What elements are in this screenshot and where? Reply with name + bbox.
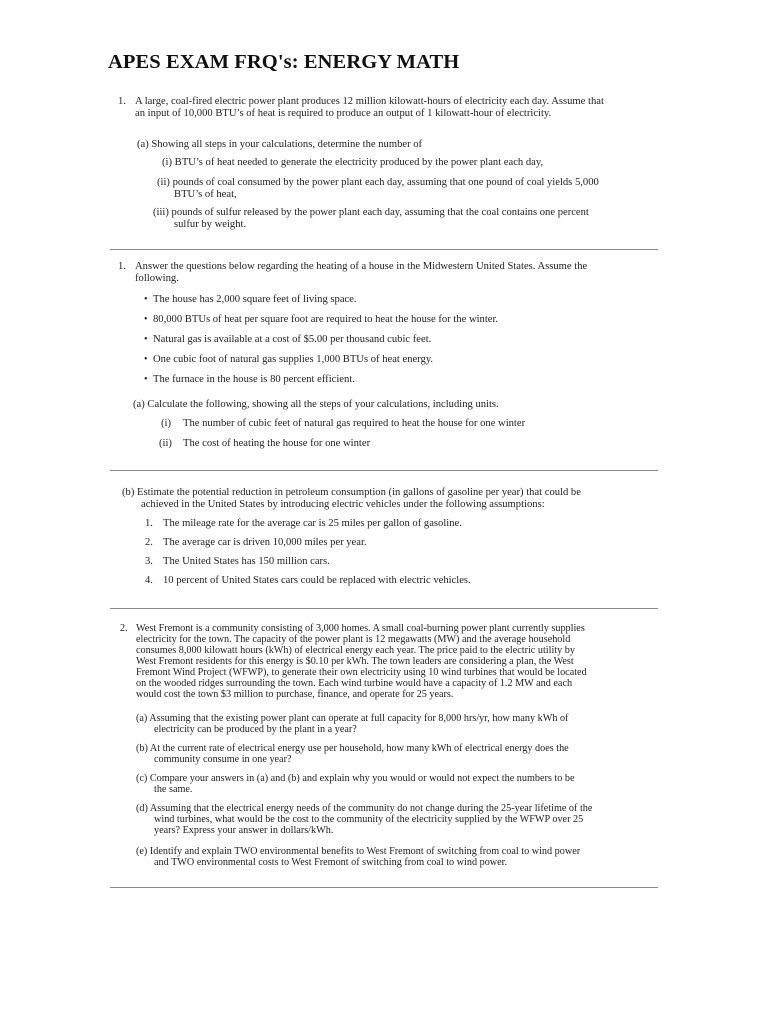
bullet-marker: • (144, 374, 148, 385)
sub-item-label: (ii) (159, 438, 172, 449)
question-stem-line: Fremont Wind Project (WFWP), to generate their own electricity using 10 wind turbines that would be located (136, 667, 587, 678)
question-stem-line: would cost the town $3 million to purchase, finance, and operate for 25 years. (136, 689, 454, 700)
assumption-item: Natural gas is available at a cost of $5.00 per thousand cubic feet. (153, 334, 432, 345)
part-prompt-continuation: years? Express your answer in dollars/kWh. (154, 825, 334, 836)
assumption-item: 80,000 BTUs of heat per square foot are required to heat the house for the winter. (153, 314, 499, 325)
sub-item: (iii) pounds of sulfur released by the power plant each day, assuming that the coal contains one percent (153, 207, 589, 218)
bullet-marker: • (144, 334, 148, 345)
question-number: 1. (118, 96, 126, 107)
part-prompt: (e) Identify and explain TWO environmental benefits to West Fremont of switching from coal to wind power (136, 846, 581, 857)
assumption-item: The house has 2,000 square feet of living space. (153, 294, 357, 305)
question-stem-line: electricity for the town. The capacity of the power plant is 12 megawatts (MW) and the average household (136, 634, 571, 645)
question-stem-line: consumes 8,000 kilowatt hours (kWh) of electrical energy each year. The price paid to the electric utility by (136, 645, 575, 656)
question-stem-line: on the wooded ridges surrounding the town. Each wind turbine would have a capacity of 1.2 MW and each (136, 678, 573, 689)
sub-item: The number of cubic feet of natural gas required to heat the house for one winter (183, 418, 526, 429)
part-prompt-continuation: and TWO environmental costs to West Fremont of switching from coal to wind power. (154, 857, 508, 868)
part-prompt: (c) Compare your answers in (a) and (b) and explain why you would or would not expect the numbers to be (136, 773, 575, 784)
assumption-item: The average car is driven 10,000 miles per year. (163, 537, 367, 548)
part-prompt-continuation: wind turbines, what would be the cost to the community of the electricity supplied by the WFWP over 25 (154, 814, 584, 825)
question-stem-line: an input of 10,000 BTU’s of heat is required to produce an output of 1 kilowatt-hour of electricity. (135, 108, 552, 119)
assumption-number: 2. (145, 537, 153, 548)
assumption-number: 3. (145, 556, 153, 567)
bullet-marker: • (144, 354, 148, 365)
sub-item-label: (i) (161, 418, 171, 429)
sub-item: (ii) pounds of coal consumed by the power plant each day, assuming that one pound of coal yields 5,000 (157, 177, 599, 188)
question-stem-line: West Fremont is a community consisting of 3,000 homes. A small coal-burning power plant currently supplies (136, 623, 585, 634)
question-stem-line: (b) Estimate the potential reduction in petroleum consumption (in gallons of gasoline per year) that could be (122, 487, 581, 498)
question-number: 1. (118, 261, 126, 272)
part-prompt-continuation: electricity can be produced by the plant in a year? (154, 724, 357, 735)
assumption-item: One cubic foot of natural gas supplies 1,000 BTUs of heat energy. (153, 354, 434, 365)
question-stem-line: following. (135, 273, 179, 284)
part-prompt-continuation: the same. (154, 784, 193, 795)
assumption-item: 10 percent of United States cars could be replaced with electric vehicles. (163, 575, 471, 586)
question-stem-line: Answer the questions below regarding the heating of a house in the Midwestern United States. Assume the (135, 261, 588, 272)
part-prompt: (d) Assuming that the electrical energy needs of the community do not change during the 25-year lifetime of the (136, 803, 593, 814)
section-divider (110, 608, 658, 609)
page-title: APES EXAM FRQ's: ENERGY MATH (108, 51, 460, 73)
section-divider (110, 887, 658, 888)
part-a-prompt: (a) Showing all steps in your calculations, determine the number of (137, 139, 423, 150)
bullet-marker: • (144, 314, 148, 325)
sub-item-continuation: BTU’s of heat, (174, 189, 237, 200)
question-stem-line: achieved in the United States by introducing electric vehicles under the following assumptions: (141, 499, 545, 510)
section-divider (110, 249, 658, 250)
part-prompt: (b) At the current rate of electrical energy use per household, how many kWh of electrical energy does the (136, 743, 569, 754)
question-stem-line: A large, coal-fired electric power plant produces 12 million kilowatt-hours of electricity each day. Assume that (135, 96, 604, 107)
question-stem-line: West Fremont residents for this energy is $0.10 per kWh. The town leaders are considering a plan, the West (136, 656, 574, 667)
assumption-number: 1. (145, 518, 153, 529)
sub-item-continuation: sulfur by weight. (174, 219, 247, 230)
assumption-item: The United States has 150 million cars. (163, 556, 330, 567)
question-number: 2. (120, 623, 128, 634)
part-prompt: (a) Assuming that the existing power plant can operate at full capacity for 8,000 hrs/yr, how many kWh of (136, 713, 569, 724)
sub-item: (i) BTU’s of heat needed to generate the electricity produced by the power plant each day, (162, 157, 544, 168)
part-prompt-continuation: community consume in one year? (154, 754, 292, 765)
bullet-marker: • (144, 294, 148, 305)
section-divider (110, 470, 658, 471)
part-a-prompt: (a) Calculate the following, showing all the steps of your calculations, including units. (133, 399, 499, 410)
sub-item: The cost of heating the house for one winter (183, 438, 371, 449)
assumption-item: The mileage rate for the average car is 25 miles per gallon of gasoline. (163, 518, 462, 529)
assumption-number: 4. (145, 575, 153, 586)
assumption-item: The furnace in the house is 80 percent efficient. (153, 374, 355, 385)
